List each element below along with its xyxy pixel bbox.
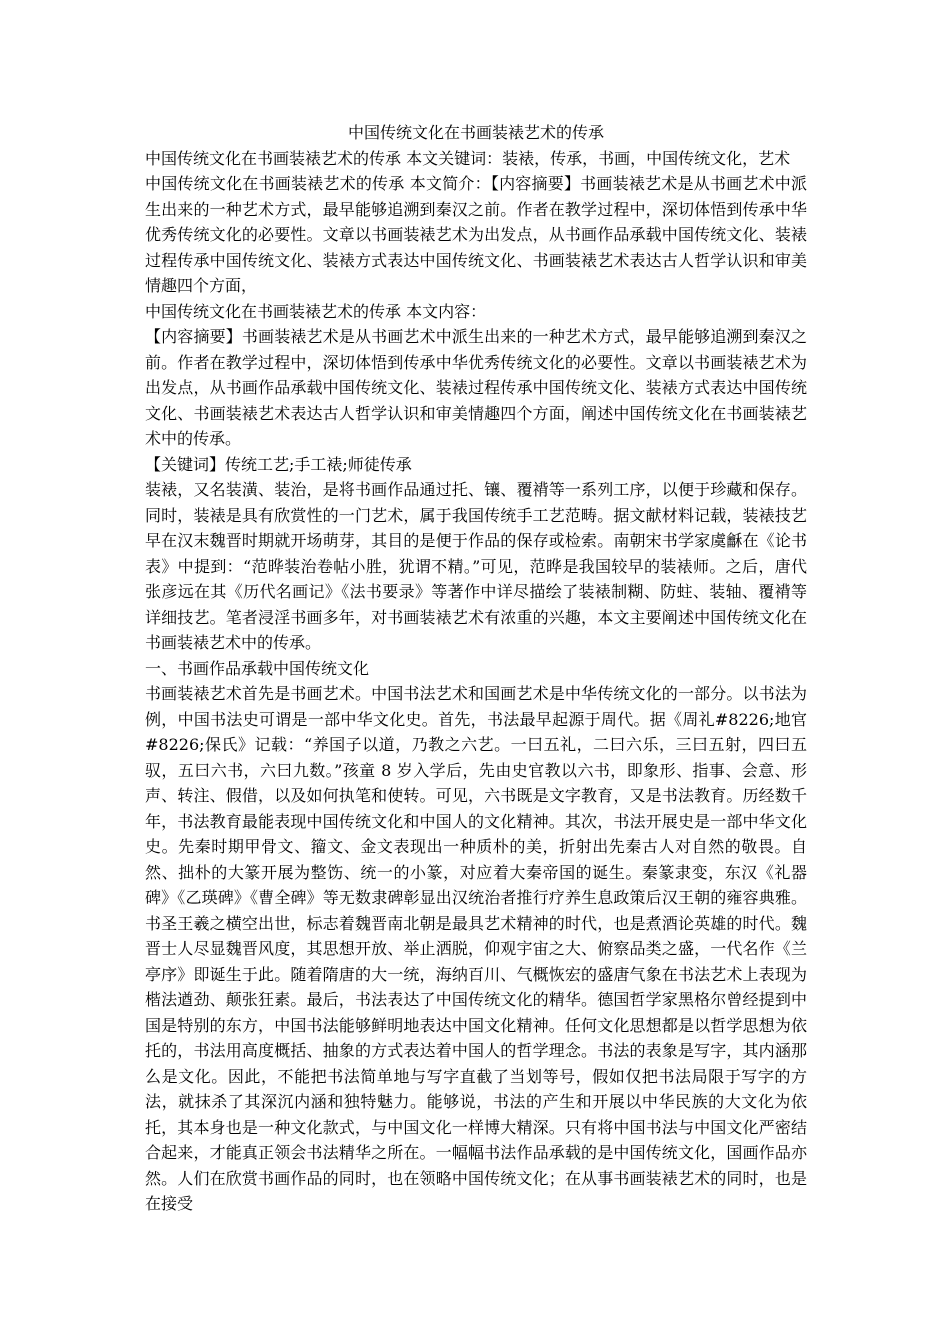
section-heading-1: 一、书画作品承载中国传统文化 bbox=[145, 658, 370, 678]
abstract-paragraph: 【内容摘要】书画装裱艺术是从书画艺术中派生出来的一种艺术方式，最早能够追溯到秦汉之前。作者在教学过程中，深切体悟到传承中华优秀传统文化的必要性。文章以书画装裱艺术为出发点，从书画作品承载中国传统文化、装裱过程传承中国传统文化、装裱方式表达中国传统文化、书画装裱艺术表达古人哲学认识和审美情趣四个方面，阐述中国传统文化在书画装裱艺术中的传承。 bbox=[145, 327, 807, 448]
summary-paragraph: 中国传统文化在书画装裱艺术的传承 本文简介：【内容摘要】书画装裱艺术是从书画艺术中派生出来的一种艺术方式，最早能够追溯到秦汉之前。作者在教学过程中，深切体悟到传承中华优秀传统文化的必要性。文章以书画装裱艺术为出发点，从书画作品承载中国传统文化、装裱过程传承中国传统文化、装裱方式表达中国传统文化、书画装裱艺术表达古人哲学认识和审美情趣四个方面， bbox=[145, 174, 807, 295]
keywords-paragraph: 【关键词】传统工艺;手工裱;师徒传承 bbox=[145, 454, 412, 474]
body-paragraph: 书画装裱艺术首先是书画艺术。中国书法艺术和国画艺术是中华传统文化的一部分。以书法为例，中国书法史可谓是一部中华文化史。首先，书法最早起源于周代。据《周礼#8226;地官#8226;保氏》记载：“养国子以道，乃教之六艺。一曰五礼，二曰六乐，三曰五射，四曰五驭，五曰六书，六曰九数。”孩童 8 岁入学后，先由史官教以六书，即象形、指事、会意、形声、转注、假借，以及如何执笔和使转。可见，六书既是文字教育，又是书法教育。历经数千年，书法教育最能表现中国传统文化和中国人的文化精神。其次，书法开展史是一部中华文化史。先秦时期甲骨文、籀文、金文表现出一种质朴的美，折射出先秦古人对自然的敬畏。自然、拙朴的大篆开展为整饬、统一的小篆，对应着大秦帝国的诞生。秦篆隶变，东汉《礼器碑》《乙瑛碑》《曹全碑》等无数隶碑彰显出汉统治者推行疗养生息政策后汉王朝的雍容典雅。书圣王羲之横空出世，标志着魏晋南北朝是最具艺术精神的时代，也是煮酒论英雄的时代。魏晋士人尽显魏晋风度，其思想开放、举止洒脱，仰观宇宙之大、俯察品类之盛，一代名作《兰亭序》即诞生于此。随着隋唐的大一统，海纳百川、气概恢宏的盛唐气象在书法艺术上表现为楷法遒劲、颠张狂素。最后，书法表达了中国传统文化的精华。德国哲学家黑格尔曾经提到中国是特别的东方，中国书法能够鲜明地表达中国文化精神。任何文化思想都是以哲学思想为依托的，书法用高度概括、抽象的方式表达着中国人的哲学理念。书法的表象是写字，其内涵那么是文化。因此，不能把书法简单地与写字直截了当划等号，假如仅把书法局限于写字的方法，就抹杀了其深沉内涵和独特魅力。能够说，书法的产生和开展以中华民族的大文化为依托，其本身也是一种文化款式，与中国文化一样博大精深。只有将中国书法与中国文化严密结合起来，才能真正领会书法精华之所在。一幅幅书法作品承载的是中国传统文化，国画作品亦然。人们在欣赏书画作品的同时，也在领略中国传统文化；在从事书画装裱艺术的同时，也是在接受 bbox=[145, 684, 807, 1213]
content-heading: 中国传统文化在书画装裱艺术的传承 本文内容： bbox=[145, 301, 487, 321]
intro-paragraph: 装裱，又名装潢、装治，是将书画作品通过托、镶、覆褙等一系列工序，以便于珍藏和保存。同时，装裱是具有欣赏性的一门艺术，属于我国传统手工艺范畴。据文献材料记载，装裱技艺早在汉末魏晋时期就开场萌芽，其目的是便于作品的保存或检索。南朝宋书学家虞龢在《论书表》中提到：“范晔装治卷帖小胜，犹谓不精。”可见，范晔是我国较早的装裱师。之后，唐代张彦远在其《历代名画记》《法书要录》等著作中详尽描绘了装裱制糊、防蛀、装轴、覆褙等详细技艺。笔者浸淫书画多年，对书画装裱艺术有浓重的兴趣，本文主要阐述中国传统文化在书画装裱艺术中的传承。 bbox=[145, 480, 807, 652]
keywords-line: 中国传统文化在书画装裱艺术的传承 本文关键词：装裱，传承，书画，中国传统文化，艺术 bbox=[145, 148, 791, 168]
document-page bbox=[145, 120, 807, 1217]
document-title: 中国传统文化在书画装裱艺术的传承 bbox=[347, 123, 604, 142]
